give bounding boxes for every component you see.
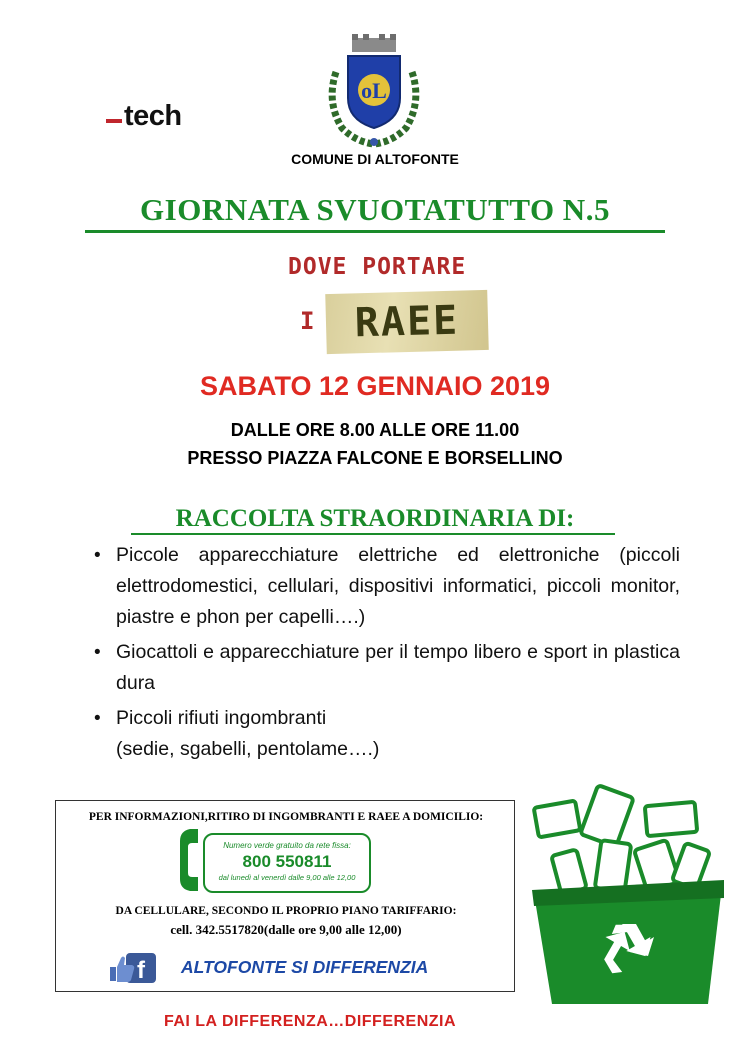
comune-crest-icon	[322, 32, 426, 150]
cell-number: cell. 342.5517820(dalle ore 9,00 alle 12,00)	[170, 922, 402, 937]
raee-text: RAEE	[354, 297, 460, 347]
bullet-icon: •	[94, 708, 101, 729]
facebook-like-icon	[106, 951, 156, 985]
facebook-letter: f	[137, 957, 145, 984]
collection-list	[94, 540, 680, 769]
toll-free-number: 800 550811	[242, 852, 332, 871]
list-item	[94, 540, 680, 633]
event-title: GIORNATA SVUOTATUTTO N.5	[140, 192, 610, 227]
footer-slogan: FAI LA DIFFERENZA…DIFFERENZIA	[163, 1013, 457, 1030]
list-item-detail: (sedie, sgabelli, pentolame….)	[116, 738, 380, 760]
recycle-bin-icon	[528, 782, 728, 1008]
comune-name: COMUNE DI ALTOFONTE	[291, 151, 459, 167]
i-word: I	[300, 307, 315, 335]
bullet-icon: •	[94, 545, 101, 566]
bullet-icon: •	[94, 642, 101, 663]
collection-heading: RACCOLTA STRAORDINARIA DI:	[175, 505, 575, 532]
altofonte-slogan: ALTOFONTE SI DIFFERENZIA	[181, 957, 429, 977]
toll-free-hours: dal lunedì al venerdì dalle 9,00 alle 12,00	[218, 873, 356, 882]
toll-free-label: Numero verde gratuito da rete fissa:	[223, 841, 351, 850]
crest-initials: oL	[361, 78, 387, 103]
tech-logo-text: tech	[124, 100, 182, 132]
toll-free-box	[203, 833, 371, 893]
info-box	[55, 800, 515, 992]
cell-note: DA CELLULARE, SECONDO IL PROPRIO PIANO TARIFFARIO:	[115, 905, 457, 917]
tech-logo	[106, 100, 182, 133]
info-heading: PER INFORMAZIONI,RITIRO DI INGOMBRANTI E RAEE A DOMICILIO:	[88, 811, 484, 823]
title-underline	[85, 230, 665, 233]
dove-portare-text: DOVE PORTARE	[288, 254, 467, 280]
collection-heading-underline	[131, 533, 615, 535]
list-item-text: Piccoli rifiuti ingombranti	[116, 707, 327, 729]
event-place: PRESSO PIAZZA FALCONE E BORSELLINO	[187, 448, 563, 468]
list-item	[94, 703, 680, 765]
list-item-text: Giocattoli e apparecchiature per il tempo libero e sport in plastica dura	[116, 641, 680, 694]
list-item	[94, 637, 680, 699]
list-item-text: Piccole apparecchiature elettriche ed elettroniche (piccoli elettrodomestici, cellulari, dispositivi informatici, piccoli monitor, piastre e phon per capelli….)	[116, 544, 680, 628]
event-date: SABATO 12 GENNAIO 2019	[199, 371, 551, 401]
event-hours: DALLE ORE 8.00 ALLE ORE 11.00	[230, 420, 520, 440]
raee-label-box	[325, 290, 489, 354]
logo-dash	[106, 119, 122, 123]
